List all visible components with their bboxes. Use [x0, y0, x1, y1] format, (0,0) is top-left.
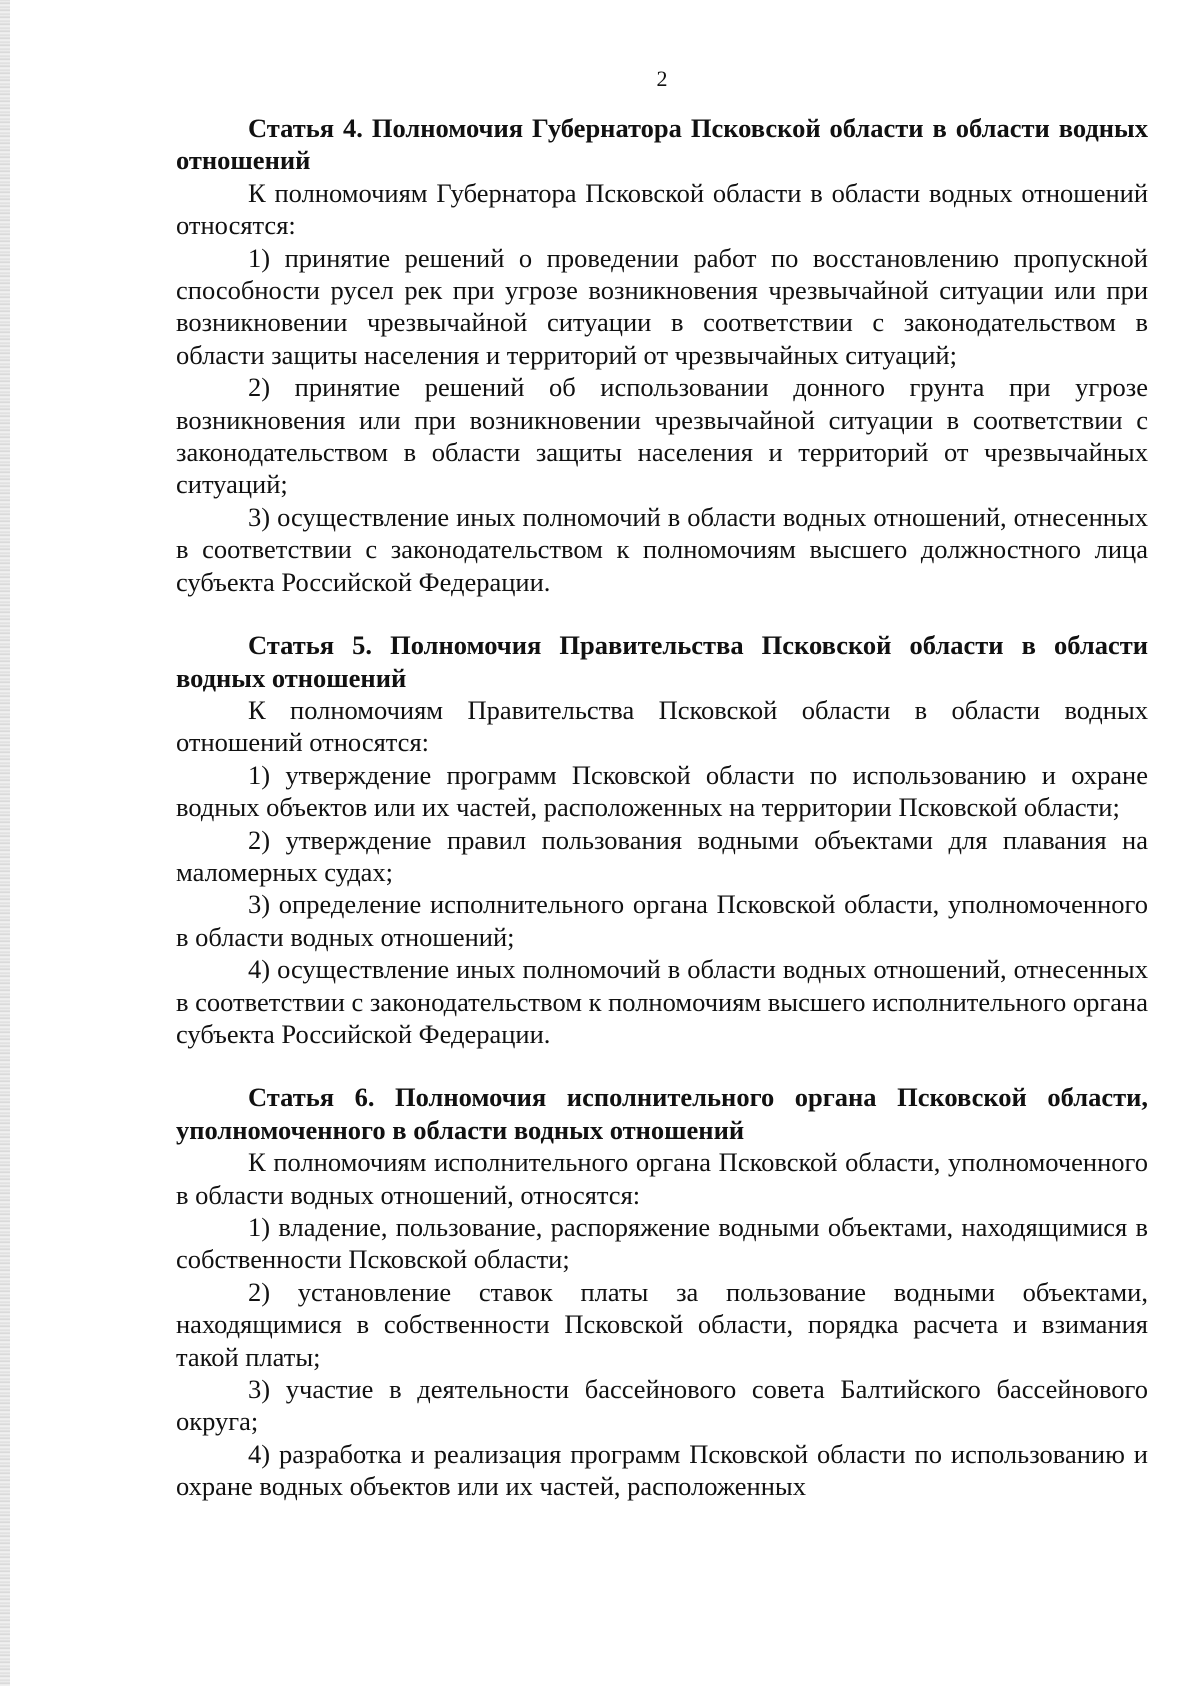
article-heading: Статья 6. Полномочия исполнительного органа Псковской области, уполномоченного в области водных отношений — [176, 1082, 1148, 1145]
scan-edge — [0, 0, 10, 1686]
article-paragraph: 4) разработка и реализация программ Псковской области по использованию и охране водных объектов или их частей, расположенных — [176, 1438, 1148, 1502]
article-heading: Статья 5. Полномочия Правительства Псковской области в области водных отношений — [176, 630, 1148, 693]
article-5 — [176, 629, 1148, 1050]
document-body — [176, 112, 1148, 1534]
article-4 — [176, 112, 1148, 598]
article-paragraph: К полномочиям Губернатора Псковской области в области водных отношений относятся: — [176, 177, 1148, 241]
article-paragraph: 4) осуществление иных полномочий в области водных отношений, отнесенных в соответствии с законодательством к полномочиям высшего исполнительного органа субъекта Российской Федерации. — [176, 954, 1148, 1049]
article-paragraph: К полномочиям исполнительного органа Псковской области, уполномоченного в области водных отношений, относятся: — [176, 1147, 1148, 1210]
article-paragraph: К полномочиям Правительства Псковской области в области водных отношений относятся: — [176, 694, 1148, 758]
article-paragraph: 1) принятие решений о проведении работ по восстановлению пропускной способности русел рек при угрозе возникновения чрезвычайной ситуации или при возникновении чрезвычайной ситуации в соответствии с законодательством в области защиты населения и территорий от чрезвычайных ситуаций; — [176, 242, 1148, 370]
article-paragraph: 3) осуществление иных полномочий в области водных отношений, отнесенных в соответствии с законодательством к полномочиям высшего должностного лица субъекта Российской Федерации. — [176, 501, 1148, 597]
article-paragraph: 2) принятие решений об использовании донного грунта при угрозе возникновения или при возникновении чрезвычайной ситуации в соответствии с законодательством в области защиты населения и территорий от чрезвычайных ситуаций; — [176, 372, 1148, 500]
article-paragraph: 1) владение, пользование, распоряжение водными объектами, находящимися в собственности Псковской области; — [176, 1212, 1148, 1275]
article-paragraph: 1) утверждение программ Псковской области по использованию и охране водных объектов или их частей, расположенных на территории Псковской области; — [176, 759, 1148, 823]
article-heading: Статья 4. Полномочия Губернатора Псковской области в области водных отношений — [176, 113, 1148, 176]
article-6 — [176, 1081, 1148, 1502]
article-paragraph: 3) определение исполнительного органа Псковской области, уполномоченного в области водных отношений; — [176, 889, 1148, 952]
article-paragraph: 2) установление ставок платы за пользование водными объектами, находящимися в собственности Псковской области, порядка расчета и взимания такой платы; — [176, 1276, 1148, 1372]
article-paragraph: 3) участие в деятельности бассейнового совета Балтийского бассейнового округа; — [176, 1374, 1148, 1437]
page-number: 2 — [656, 66, 668, 91]
article-paragraph: 2) утверждение правил пользования водными объектами для плавания на маломерных судах; — [176, 824, 1148, 887]
